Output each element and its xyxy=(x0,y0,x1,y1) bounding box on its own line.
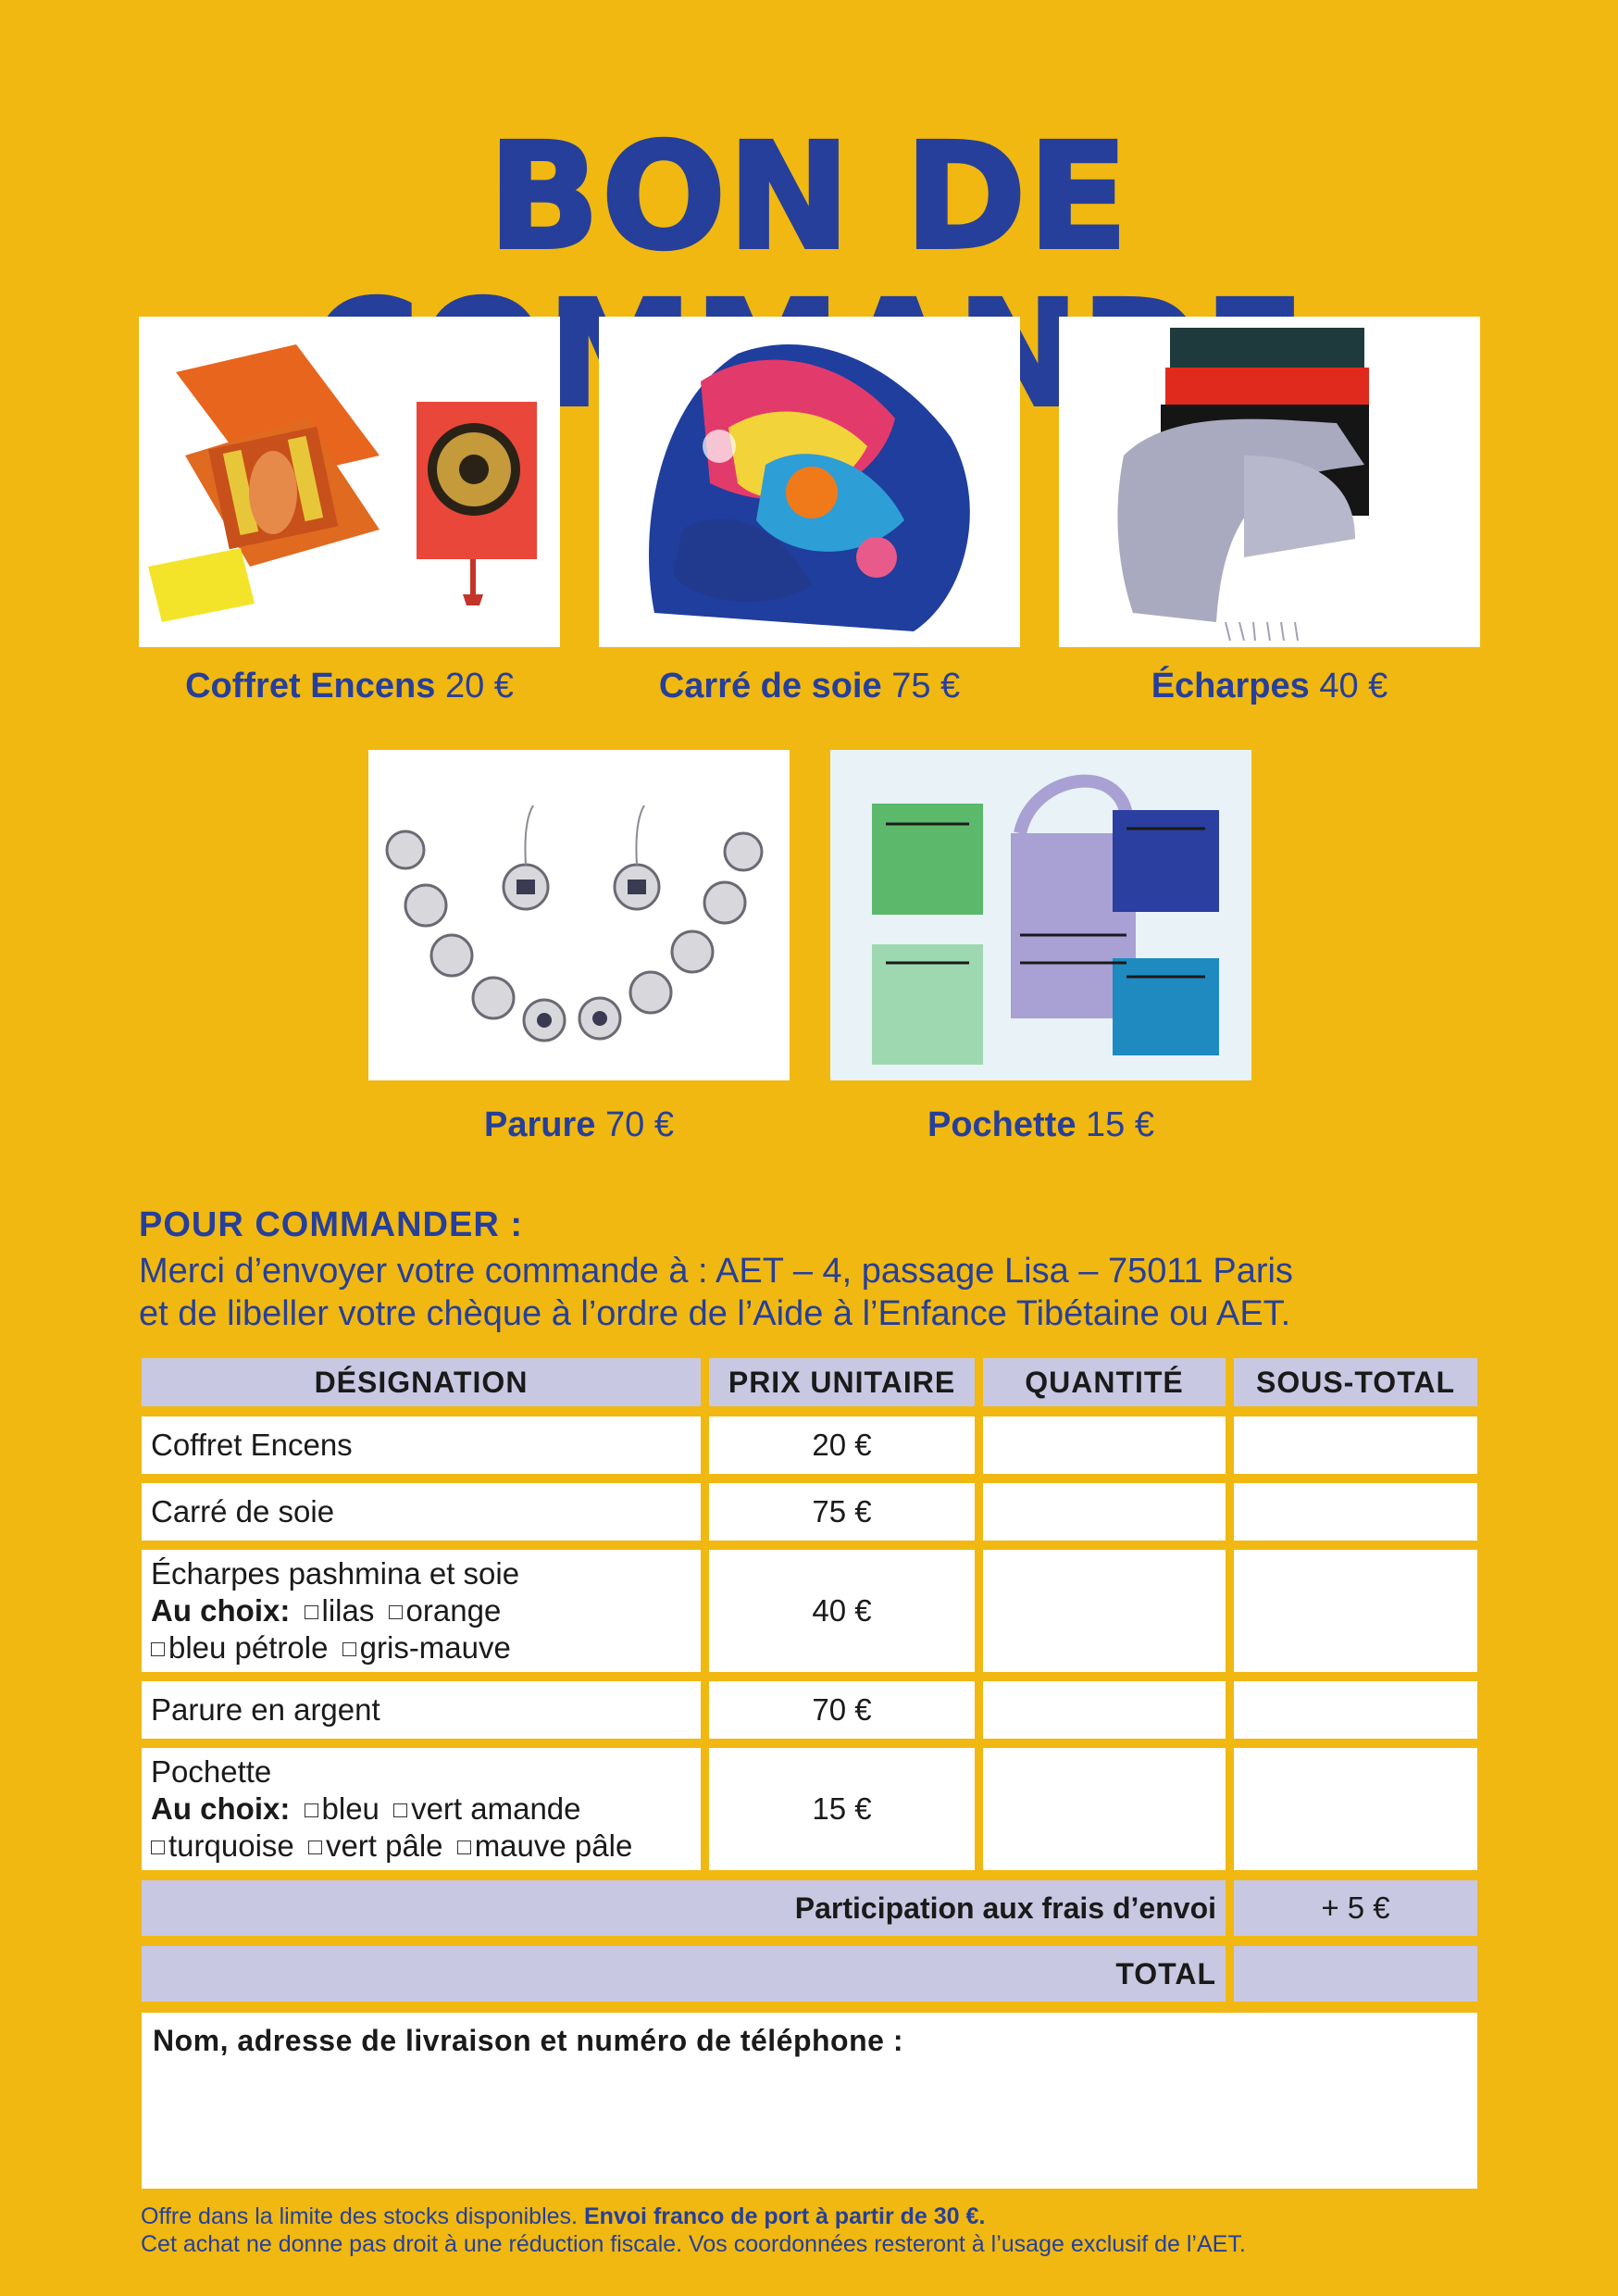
option-checkbox[interactable] xyxy=(389,1605,403,1619)
footer-line-1 xyxy=(141,2202,985,2230)
shipping-value: + 5 € xyxy=(1234,1880,1477,1936)
caption-coffret-encens xyxy=(139,665,560,707)
quantity-field[interactable] xyxy=(983,1416,1226,1474)
quantity-field[interactable] xyxy=(983,1550,1226,1672)
designation-text: Pochette xyxy=(151,1754,272,1789)
row-price: 15 € xyxy=(709,1748,975,1870)
col-header-prix-unitaire: PRIX UNITAIRE xyxy=(709,1358,975,1406)
order-cheque-line: et de libeller votre chèque à l’ordre de l’Aide à l’Enfance Tibétaine ou AET. xyxy=(139,1294,1291,1333)
option-checkbox[interactable] xyxy=(393,1803,407,1817)
option-label: vert amande xyxy=(411,1791,581,1826)
footer-line-2: Cet achat ne donne pas droit à une réduction fiscale. Vos coordonnées resteront à l’usage exclusif de l’AET. xyxy=(141,2231,1246,2257)
row-price: 40 € xyxy=(709,1550,975,1672)
coffret-encens-photo xyxy=(139,317,560,647)
col-header-sous-total: SOUS-TOTAL xyxy=(1234,1358,1477,1406)
product-price: 75 € xyxy=(891,667,961,705)
pochette-photo xyxy=(830,750,1251,1080)
order-heading: POUR COMMANDER : xyxy=(139,1205,523,1244)
product-name: Parure xyxy=(484,1105,596,1144)
row-designation xyxy=(142,1416,701,1474)
carre-de-soie-photo xyxy=(599,317,1020,647)
subtotal-field[interactable] xyxy=(1234,1416,1477,1474)
option-label: lilas xyxy=(321,1593,375,1628)
designation-text: Carré de soie xyxy=(151,1494,335,1529)
option-checkbox[interactable] xyxy=(151,1642,165,1656)
echarpes-photo xyxy=(1059,317,1480,647)
row-designation xyxy=(142,1483,701,1541)
product-price: 20 € xyxy=(444,667,514,705)
designation-text: Parure en argent xyxy=(151,1692,380,1727)
caption-parure xyxy=(368,1104,790,1146)
total-label: TOTAL xyxy=(142,1946,1226,2002)
address-box[interactable] xyxy=(142,2013,1477,2189)
option-label: turquoise xyxy=(168,1828,294,1863)
caption-pochette xyxy=(830,1104,1251,1146)
row-price: 20 € xyxy=(709,1416,975,1474)
choice-label: Au choix: xyxy=(151,1593,291,1628)
option-label: mauve pâle xyxy=(474,1828,633,1863)
product-price: 70 € xyxy=(605,1105,674,1144)
row-designation xyxy=(142,1681,701,1739)
product-name: Pochette xyxy=(927,1105,1077,1144)
subtotal-field[interactable] xyxy=(1234,1483,1477,1541)
address-label: Nom, adresse de livraison et numéro de téléphone : xyxy=(153,2024,903,2057)
option-label: orange xyxy=(405,1593,502,1628)
product-price: 40 € xyxy=(1319,667,1388,705)
col-header-quantite: QUANTITÉ xyxy=(983,1358,1226,1406)
product-name: Carré de soie xyxy=(658,667,882,705)
option-label: bleu xyxy=(321,1791,380,1826)
page-title: BON DE xyxy=(488,112,1130,282)
product-name: Coffret Encens xyxy=(185,667,436,705)
designation-text: Coffret Encens xyxy=(151,1428,353,1462)
product-price: 15 € xyxy=(1086,1105,1154,1144)
product-name: Écharpes xyxy=(1151,667,1310,705)
row-price: 70 € xyxy=(709,1681,975,1739)
subtotal-field[interactable] xyxy=(1234,1748,1477,1870)
option-checkbox[interactable] xyxy=(151,1841,165,1854)
option-checkbox[interactable] xyxy=(305,1803,318,1817)
option-checkbox[interactable] xyxy=(308,1841,322,1854)
designation-text: Écharpes pashmina et soie xyxy=(151,1556,520,1591)
option-label: vert pâle xyxy=(325,1828,443,1863)
order-address-line: Merci d’envoyer votre commande à : AET – 4, passage Lisa – 75011 Paris xyxy=(139,1252,1293,1291)
option-label: bleu pétrole xyxy=(168,1630,329,1665)
footer-shipping-text: Envoi franco de port à partir de 30 €. xyxy=(583,2203,986,2229)
quantity-field[interactable] xyxy=(983,1483,1226,1541)
option-checkbox[interactable] xyxy=(457,1841,471,1854)
total-field[interactable] xyxy=(1234,1946,1477,2002)
caption-echarpes xyxy=(1059,665,1480,707)
col-header-designation: DÉSIGNATION xyxy=(142,1358,701,1406)
row-price: 75 € xyxy=(709,1483,975,1541)
quantity-field[interactable] xyxy=(983,1681,1226,1739)
shipping-label: Participation aux frais d’envoi xyxy=(142,1880,1226,1936)
quantity-field[interactable] xyxy=(983,1748,1226,1870)
subtotal-field[interactable] xyxy=(1234,1681,1477,1739)
choice-label: Au choix: xyxy=(151,1791,291,1826)
option-label: gris-mauve xyxy=(359,1630,511,1665)
option-checkbox[interactable] xyxy=(342,1642,356,1656)
row-designation xyxy=(142,1550,701,1672)
option-checkbox[interactable] xyxy=(305,1605,318,1619)
subtotal-field[interactable] xyxy=(1234,1550,1477,1672)
row-designation xyxy=(142,1748,701,1870)
footer-stock-text: Offre dans la limite des stocks disponibles. xyxy=(141,2203,584,2229)
caption-carre-de-soie xyxy=(599,665,1020,707)
parure-photo xyxy=(368,750,790,1080)
